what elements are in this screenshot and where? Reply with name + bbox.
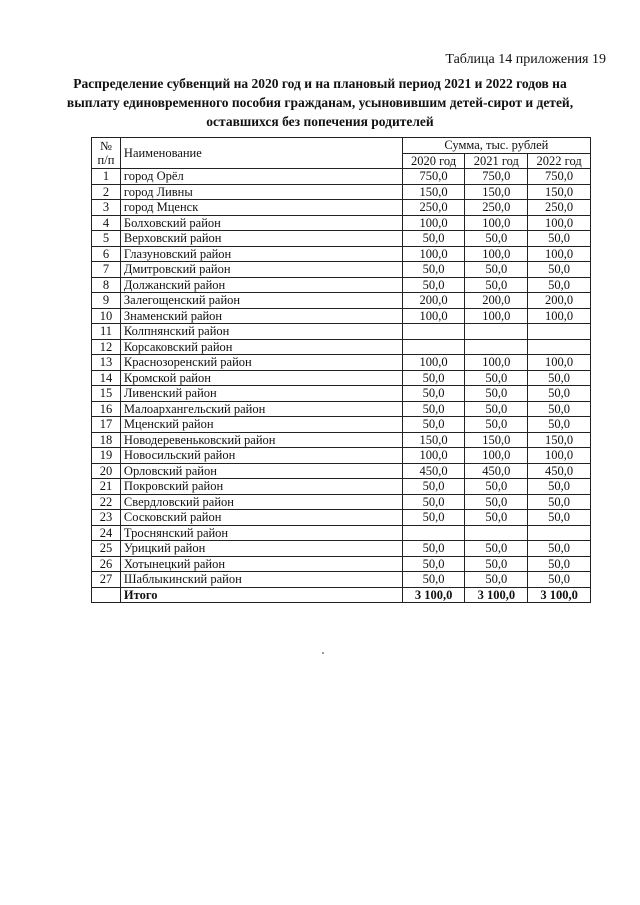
row-number: 25 — [92, 541, 121, 557]
row-value-2020: 100,0 — [402, 246, 465, 262]
table-row — [92, 479, 591, 495]
row-value-2021: 100,0 — [465, 308, 528, 324]
table-row — [92, 432, 591, 448]
row-name: Малоархангельский район — [120, 401, 402, 417]
row-value-2020: 50,0 — [402, 510, 465, 526]
header-year-2020: 2020 год — [402, 153, 465, 169]
header-name: Наименование — [120, 138, 402, 169]
row-value-2020: 50,0 — [402, 386, 465, 402]
row-value-2020: 50,0 — [402, 277, 465, 293]
row-number: 4 — [92, 215, 121, 231]
row-name: Хотынецкий район — [120, 556, 402, 572]
row-value-2022 — [528, 324, 591, 340]
row-name: Залегощенский район — [120, 293, 402, 309]
row-name: город Мценск — [120, 200, 402, 216]
header-year-2021: 2021 год — [465, 153, 528, 169]
header-number: № п/п — [92, 138, 121, 169]
row-number: 9 — [92, 293, 121, 309]
row-value-2021 — [465, 324, 528, 340]
table-row — [92, 401, 591, 417]
row-value-2020: 100,0 — [402, 355, 465, 371]
row-number: 20 — [92, 463, 121, 479]
row-value-2021: 750,0 — [465, 169, 528, 185]
row-value-2021: 100,0 — [465, 215, 528, 231]
row-number: 8 — [92, 277, 121, 293]
row-name: Свердловский район — [120, 494, 402, 510]
row-value-2022: 100,0 — [528, 355, 591, 371]
row-value-2020: 450,0 — [402, 463, 465, 479]
row-value-2020: 50,0 — [402, 572, 465, 588]
row-name: Глазуновский район — [120, 246, 402, 262]
row-value-2021: 50,0 — [465, 262, 528, 278]
row-number: 26 — [92, 556, 121, 572]
row-value-2020: 100,0 — [402, 308, 465, 324]
row-value-2020: 50,0 — [402, 401, 465, 417]
row-value-2022: 200,0 — [528, 293, 591, 309]
row-number: 6 — [92, 246, 121, 262]
row-value-2020 — [402, 525, 465, 541]
total-2021: 3 100,0 — [465, 587, 528, 603]
row-name: Краснозоренский район — [120, 355, 402, 371]
row-value-2022: 50,0 — [528, 262, 591, 278]
row-value-2022: 50,0 — [528, 510, 591, 526]
row-value-2021: 50,0 — [465, 479, 528, 495]
table-row — [92, 262, 591, 278]
row-number: 15 — [92, 386, 121, 402]
row-value-2021: 100,0 — [465, 355, 528, 371]
row-name: город Орёл — [120, 169, 402, 185]
table-row — [92, 231, 591, 247]
row-value-2020: 100,0 — [402, 448, 465, 464]
row-name: Новосильский район — [120, 448, 402, 464]
row-value-2022: 100,0 — [528, 448, 591, 464]
table-row — [92, 417, 591, 433]
row-value-2021: 100,0 — [465, 448, 528, 464]
header-year-2022: 2022 год — [528, 153, 591, 169]
table-row — [92, 386, 591, 402]
row-value-2022: 50,0 — [528, 541, 591, 557]
table-row — [92, 169, 591, 185]
row-value-2021: 50,0 — [465, 386, 528, 402]
row-value-2022: 100,0 — [528, 215, 591, 231]
row-name: Верховский район — [120, 231, 402, 247]
row-number: 14 — [92, 370, 121, 386]
row-value-2020: 50,0 — [402, 370, 465, 386]
row-number: 11 — [92, 324, 121, 340]
row-value-2022: 100,0 — [528, 246, 591, 262]
table-row — [92, 184, 591, 200]
row-value-2020: 250,0 — [402, 200, 465, 216]
row-value-2022: 250,0 — [528, 200, 591, 216]
row-value-2021: 150,0 — [465, 184, 528, 200]
row-value-2020: 50,0 — [402, 494, 465, 510]
row-number: 10 — [92, 308, 121, 324]
row-name: Шаблыкинский район — [120, 572, 402, 588]
row-name: Орловский район — [120, 463, 402, 479]
row-number: 22 — [92, 494, 121, 510]
table-row — [92, 308, 591, 324]
row-value-2020: 50,0 — [402, 556, 465, 572]
row-value-2020: 50,0 — [402, 479, 465, 495]
row-value-2020 — [402, 324, 465, 340]
total-2020: 3 100,0 — [402, 587, 465, 603]
total-label: Итого — [120, 587, 402, 603]
table-row — [92, 541, 591, 557]
row-value-2021: 50,0 — [465, 417, 528, 433]
row-name: Ливенский район — [120, 386, 402, 402]
row-number: 27 — [92, 572, 121, 588]
header-sum: Сумма, тыс. рублей — [402, 138, 590, 154]
row-value-2022: 50,0 — [528, 231, 591, 247]
row-number: 2 — [92, 184, 121, 200]
row-number: 1 — [92, 169, 121, 185]
row-number: 16 — [92, 401, 121, 417]
table-row — [92, 355, 591, 371]
row-name: Сосковский район — [120, 510, 402, 526]
row-value-2021: 50,0 — [465, 231, 528, 247]
row-value-2020: 50,0 — [402, 541, 465, 557]
row-name: Покровский район — [120, 479, 402, 495]
table-caption: Таблица 14 приложения 19 — [445, 52, 606, 67]
row-value-2020: 750,0 — [402, 169, 465, 185]
row-number: 13 — [92, 355, 121, 371]
total-number-cell — [92, 587, 121, 603]
row-value-2022 — [528, 339, 591, 355]
row-name: Должанский район — [120, 277, 402, 293]
table-row — [92, 246, 591, 262]
table-row — [92, 370, 591, 386]
row-value-2020: 100,0 — [402, 215, 465, 231]
row-name: Кромской район — [120, 370, 402, 386]
row-value-2022: 750,0 — [528, 169, 591, 185]
row-value-2020: 50,0 — [402, 262, 465, 278]
row-name: Мценский район — [120, 417, 402, 433]
row-value-2022: 100,0 — [528, 308, 591, 324]
row-name: Болховский район — [120, 215, 402, 231]
table-row — [92, 510, 591, 526]
row-value-2021: 100,0 — [465, 246, 528, 262]
table-row — [92, 556, 591, 572]
table-header-row — [92, 138, 591, 154]
row-value-2022: 50,0 — [528, 386, 591, 402]
row-number: 3 — [92, 200, 121, 216]
row-value-2021: 450,0 — [465, 463, 528, 479]
document-title: Распределение субвенций на 2020 год и на плановый период 2021 и 2022 годов на выплату единовременного пособия гражданам, усыновившим детей-сирот и детей, оставшихся без попечения родителей — [66, 76, 574, 129]
row-value-2021: 250,0 — [465, 200, 528, 216]
row-value-2021: 200,0 — [465, 293, 528, 309]
row-name: Троснянский район — [120, 525, 402, 541]
table-row — [92, 448, 591, 464]
row-number: 23 — [92, 510, 121, 526]
row-value-2022: 150,0 — [528, 184, 591, 200]
row-value-2020: 150,0 — [402, 184, 465, 200]
row-value-2021: 50,0 — [465, 572, 528, 588]
table-row — [92, 324, 591, 340]
row-value-2022: 50,0 — [528, 494, 591, 510]
table-row — [92, 494, 591, 510]
row-number: 7 — [92, 262, 121, 278]
row-number: 17 — [92, 417, 121, 433]
row-value-2022: 450,0 — [528, 463, 591, 479]
row-value-2021: 150,0 — [465, 432, 528, 448]
row-value-2021: 50,0 — [465, 541, 528, 557]
row-value-2022: 50,0 — [528, 277, 591, 293]
row-value-2021: 50,0 — [465, 277, 528, 293]
row-number: 24 — [92, 525, 121, 541]
row-value-2020: 200,0 — [402, 293, 465, 309]
row-name: Новодеревеньковский район — [120, 432, 402, 448]
row-name: Корсаковский район — [120, 339, 402, 355]
row-value-2022: 50,0 — [528, 479, 591, 495]
row-value-2020: 50,0 — [402, 231, 465, 247]
row-name: Знаменский район — [120, 308, 402, 324]
row-value-2022: 50,0 — [528, 370, 591, 386]
row-number: 21 — [92, 479, 121, 495]
row-value-2022: 50,0 — [528, 401, 591, 417]
row-value-2021: 50,0 — [465, 401, 528, 417]
row-value-2020: 50,0 — [402, 417, 465, 433]
row-value-2022 — [528, 525, 591, 541]
table-row — [92, 293, 591, 309]
row-number: 18 — [92, 432, 121, 448]
row-value-2021: 50,0 — [465, 556, 528, 572]
row-value-2022: 50,0 — [528, 417, 591, 433]
table-row — [92, 200, 591, 216]
row-value-2021: 50,0 — [465, 370, 528, 386]
table-row — [92, 463, 591, 479]
row-value-2022: 50,0 — [528, 556, 591, 572]
row-number: 12 — [92, 339, 121, 355]
table-row — [92, 339, 591, 355]
row-number: 5 — [92, 231, 121, 247]
row-value-2021: 50,0 — [465, 494, 528, 510]
row-value-2021: 50,0 — [465, 510, 528, 526]
table-row — [92, 277, 591, 293]
subsidy-table — [91, 137, 591, 603]
table-row — [92, 572, 591, 588]
row-name: Урицкий район — [120, 541, 402, 557]
table-row — [92, 525, 591, 541]
table-row — [92, 215, 591, 231]
row-name: Колпнянский район — [120, 324, 402, 340]
total-row — [92, 587, 591, 603]
row-value-2020 — [402, 339, 465, 355]
row-number: 19 — [92, 448, 121, 464]
row-value-2022: 150,0 — [528, 432, 591, 448]
row-value-2020: 150,0 — [402, 432, 465, 448]
row-value-2021 — [465, 339, 528, 355]
row-value-2021 — [465, 525, 528, 541]
scan-speck — [322, 652, 324, 654]
row-name: город Ливны — [120, 184, 402, 200]
row-value-2022: 50,0 — [528, 572, 591, 588]
total-2022: 3 100,0 — [528, 587, 591, 603]
row-name: Дмитровский район — [120, 262, 402, 278]
